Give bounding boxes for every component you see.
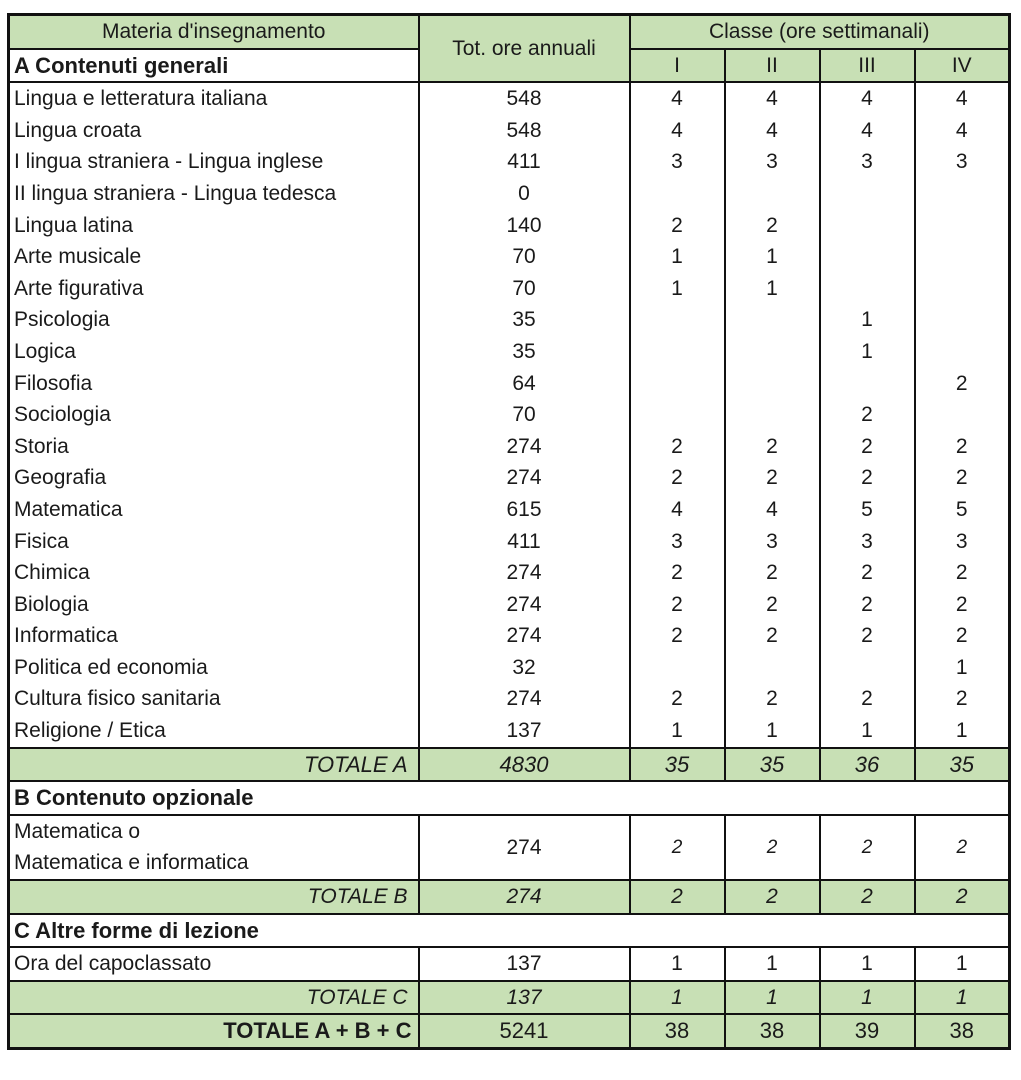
table-row [9, 683, 1010, 715]
grand-total-label: TOTALE A + B + C [9, 1014, 419, 1048]
class-2-hours: 2 [725, 620, 820, 652]
total-b-label: TOTALE B [9, 880, 419, 914]
subject-name: Ora del capoclassato [9, 947, 419, 981]
subject-name: Fisica [9, 526, 419, 558]
class-4-hours: 2 [915, 589, 1010, 621]
subject-name: Religione / Etica [9, 715, 419, 748]
class-1-hours: 3 [630, 146, 725, 178]
subject-name: Biologia [9, 589, 419, 621]
class-1-hours: 4 [630, 115, 725, 147]
class-3-hours [820, 273, 915, 305]
class-4-hours: 2 [915, 557, 1010, 589]
annual-hours: 137 [419, 715, 630, 748]
total-a-class-2: 35 [725, 748, 820, 782]
annual-hours: 70 [419, 273, 630, 305]
class-2-hours: 4 [725, 82, 820, 115]
class-2-hours [725, 336, 820, 368]
table-row [9, 715, 1010, 748]
class-2-hours: 4 [725, 115, 820, 147]
grand-total-row [9, 1014, 1010, 1048]
class-4-hours [915, 399, 1010, 431]
total-col-header: Tot. ore annuali [419, 15, 630, 83]
annual-hours: 70 [419, 241, 630, 273]
table-row [9, 557, 1010, 589]
subject-cell [9, 815, 419, 880]
table-row [9, 431, 1010, 463]
class-2-hours: 2 [725, 589, 820, 621]
class-group-header: Classe (ore settimanali) [630, 15, 1010, 49]
class-1-hours [630, 336, 725, 368]
class-1-hours [630, 652, 725, 684]
class-3-hours: 2 [820, 431, 915, 463]
section-b-title: B Contenuto opzionale [9, 781, 1010, 815]
annual-hours: 274 [419, 683, 630, 715]
class-3-hours [820, 241, 915, 273]
section-a-title: A Contenuti generali [9, 49, 419, 83]
class-3-hours: 1 [820, 715, 915, 748]
annual-hours: 70 [419, 399, 630, 431]
table-row [9, 304, 1010, 336]
class-3-hours: 5 [820, 494, 915, 526]
class-2-hours: 3 [725, 526, 820, 558]
annual-hours: 411 [419, 146, 630, 178]
annual-hours: 615 [419, 494, 630, 526]
class-2-hours: 1 [725, 241, 820, 273]
class-3-hours: 1 [820, 304, 915, 336]
class-3-hours: 2 [820, 462, 915, 494]
annual-hours: 0 [419, 178, 630, 210]
class-1-hours: 1 [630, 947, 725, 981]
section-c [9, 914, 1010, 1049]
subject-name: II lingua straniera - Lingua tedesca [9, 178, 419, 210]
subject-name: Filosofia [9, 368, 419, 400]
total-c-hours: 137 [419, 981, 630, 1015]
class-3-hours [820, 652, 915, 684]
class-4-hours: 1 [915, 715, 1010, 748]
class-2-hours [725, 368, 820, 400]
table-row [9, 620, 1010, 652]
section-c-row [9, 947, 1010, 981]
annual-hours: 274 [419, 815, 630, 880]
class-4-hours: 2 [915, 462, 1010, 494]
total-a-hours: 4830 [419, 748, 630, 782]
class-4-hours [915, 273, 1010, 305]
subject-name: Matematica [9, 494, 419, 526]
class-3-hours: 1 [820, 336, 915, 368]
total-c-class-2: 1 [725, 981, 820, 1015]
annual-hours: 137 [419, 947, 630, 981]
section-c-title-row [9, 914, 1010, 948]
subject-name: Sociologia [9, 399, 419, 431]
subject-name: Arte figurativa [9, 273, 419, 305]
class-4-hours [915, 178, 1010, 210]
class-4-hours: 4 [915, 82, 1010, 115]
class-1-hours: 2 [630, 462, 725, 494]
grand-total-class-3: 39 [820, 1014, 915, 1048]
class-3-hours: 2 [820, 557, 915, 589]
class-3-hours: 1 [820, 947, 915, 981]
total-a-class-1: 35 [630, 748, 725, 782]
section-a-rows [9, 82, 1010, 747]
total-a-class-4: 35 [915, 748, 1010, 782]
class-2-hours: 2 [725, 815, 820, 880]
class-3-hours: 2 [820, 620, 915, 652]
class-4-hours: 3 [915, 526, 1010, 558]
header-row-1 [9, 15, 1010, 49]
table-row [9, 494, 1010, 526]
class-4-hours [915, 210, 1010, 242]
class-header-4: IV [915, 49, 1010, 83]
class-4-hours: 1 [915, 947, 1010, 981]
annual-hours: 274 [419, 620, 630, 652]
class-4-hours: 1 [915, 652, 1010, 684]
class-3-hours [820, 178, 915, 210]
table-row [9, 273, 1010, 305]
table-row [9, 462, 1010, 494]
class-4-hours: 5 [915, 494, 1010, 526]
class-3-hours: 2 [820, 399, 915, 431]
class-1-hours: 2 [630, 815, 725, 880]
class-2-hours [725, 178, 820, 210]
total-b-hours: 274 [419, 880, 630, 914]
subject-name: Lingua latina [9, 210, 419, 242]
class-header-2: II [725, 49, 820, 83]
annual-hours: 548 [419, 115, 630, 147]
class-1-hours [630, 368, 725, 400]
total-b-class-2: 2 [725, 880, 820, 914]
table-row [9, 82, 1010, 115]
table-row [9, 336, 1010, 368]
class-2-hours: 1 [725, 273, 820, 305]
annual-hours: 140 [419, 210, 630, 242]
class-3-hours: 3 [820, 526, 915, 558]
class-1-hours: 1 [630, 241, 725, 273]
subject-name: Informatica [9, 620, 419, 652]
class-2-hours [725, 652, 820, 684]
annual-hours: 274 [419, 589, 630, 621]
class-4-hours [915, 336, 1010, 368]
class-4-hours [915, 304, 1010, 336]
total-a-class-3: 36 [820, 748, 915, 782]
annual-hours: 274 [419, 462, 630, 494]
annual-hours: 64 [419, 368, 630, 400]
total-b-class-4: 2 [915, 880, 1010, 914]
subject-name: Cultura fisico sanitaria [9, 683, 419, 715]
subject-line-2: Matematica e informatica [14, 851, 249, 875]
annual-hours: 274 [419, 431, 630, 463]
subject-name: Arte musicale [9, 241, 419, 273]
class-2-hours: 2 [725, 431, 820, 463]
class-2-hours: 1 [725, 947, 820, 981]
section-b [9, 781, 1010, 913]
class-3-hours: 3 [820, 146, 915, 178]
class-4-hours: 2 [915, 815, 1010, 880]
subject-name: Chimica [9, 557, 419, 589]
class-4-hours: 4 [915, 115, 1010, 147]
annual-hours: 35 [419, 336, 630, 368]
class-1-hours: 3 [630, 526, 725, 558]
class-2-hours: 4 [725, 494, 820, 526]
class-1-hours: 1 [630, 715, 725, 748]
class-header-1: I [630, 49, 725, 83]
section-b-row [9, 815, 1010, 880]
subject-name: Logica [9, 336, 419, 368]
curriculum-table [7, 13, 1011, 1050]
class-2-hours: 3 [725, 146, 820, 178]
class-4-hours: 3 [915, 146, 1010, 178]
table-row [9, 115, 1010, 147]
table-row [9, 146, 1010, 178]
class-1-hours [630, 304, 725, 336]
class-3-hours [820, 210, 915, 242]
total-c-class-1: 1 [630, 981, 725, 1015]
class-4-hours: 2 [915, 368, 1010, 400]
grand-total-class-2: 38 [725, 1014, 820, 1048]
class-4-hours: 2 [915, 620, 1010, 652]
grand-total-class-1: 38 [630, 1014, 725, 1048]
class-header-3: III [820, 49, 915, 83]
subject-name: I lingua straniera - Lingua inglese [9, 146, 419, 178]
class-1-hours [630, 399, 725, 431]
class-1-hours: 2 [630, 210, 725, 242]
table-row [9, 368, 1010, 400]
class-1-hours: 2 [630, 620, 725, 652]
class-3-hours: 4 [820, 82, 915, 115]
class-2-hours [725, 304, 820, 336]
class-3-hours: 2 [820, 589, 915, 621]
class-1-hours: 2 [630, 589, 725, 621]
grand-total-class-4: 38 [915, 1014, 1010, 1048]
subject-name: Storia [9, 431, 419, 463]
subject-col-header: Materia d'insegnamento [9, 15, 419, 49]
table-row [9, 526, 1010, 558]
table-row [9, 652, 1010, 684]
subject-name: Psicologia [9, 304, 419, 336]
table-row [9, 210, 1010, 242]
class-3-hours: 4 [820, 115, 915, 147]
total-c-class-4: 1 [915, 981, 1010, 1015]
total-c-class-3: 1 [820, 981, 915, 1015]
class-4-hours: 2 [915, 683, 1010, 715]
table-row [9, 241, 1010, 273]
grand-total-hours: 5241 [419, 1014, 630, 1048]
total-c-label: TOTALE C [9, 981, 419, 1015]
class-3-hours: 2 [820, 815, 915, 880]
class-2-hours: 2 [725, 683, 820, 715]
class-3-hours: 2 [820, 683, 915, 715]
table-row [9, 589, 1010, 621]
class-2-hours: 2 [725, 557, 820, 589]
total-b-class-3: 2 [820, 880, 915, 914]
subject-name: Geografia [9, 462, 419, 494]
annual-hours: 411 [419, 526, 630, 558]
section-a-total [9, 748, 1010, 782]
total-a-row [9, 748, 1010, 782]
subject-name: Lingua croata [9, 115, 419, 147]
subject-line-1: Matematica o [14, 819, 141, 843]
class-1-hours [630, 178, 725, 210]
subject-name: Lingua e letteratura italiana [9, 82, 419, 115]
total-c-row [9, 981, 1010, 1015]
class-1-hours: 2 [630, 683, 725, 715]
class-4-hours: 2 [915, 431, 1010, 463]
class-3-hours [820, 368, 915, 400]
table-row [9, 178, 1010, 210]
class-4-hours [915, 241, 1010, 273]
section-c-title: C Altre forme di lezione [9, 914, 1010, 948]
class-2-hours: 2 [725, 462, 820, 494]
section-b-title-row [9, 781, 1010, 815]
annual-hours: 35 [419, 304, 630, 336]
annual-hours: 32 [419, 652, 630, 684]
class-2-hours: 1 [725, 715, 820, 748]
class-1-hours: 2 [630, 431, 725, 463]
class-1-hours: 4 [630, 82, 725, 115]
class-1-hours: 2 [630, 557, 725, 589]
total-b-row [9, 880, 1010, 914]
class-2-hours [725, 399, 820, 431]
subject-name: Politica ed economia [9, 652, 419, 684]
annual-hours: 548 [419, 82, 630, 115]
total-b-class-1: 2 [630, 880, 725, 914]
class-1-hours: 4 [630, 494, 725, 526]
class-1-hours: 1 [630, 273, 725, 305]
total-a-label: TOTALE A [9, 748, 419, 782]
annual-hours: 274 [419, 557, 630, 589]
class-2-hours: 2 [725, 210, 820, 242]
table-row [9, 399, 1010, 431]
